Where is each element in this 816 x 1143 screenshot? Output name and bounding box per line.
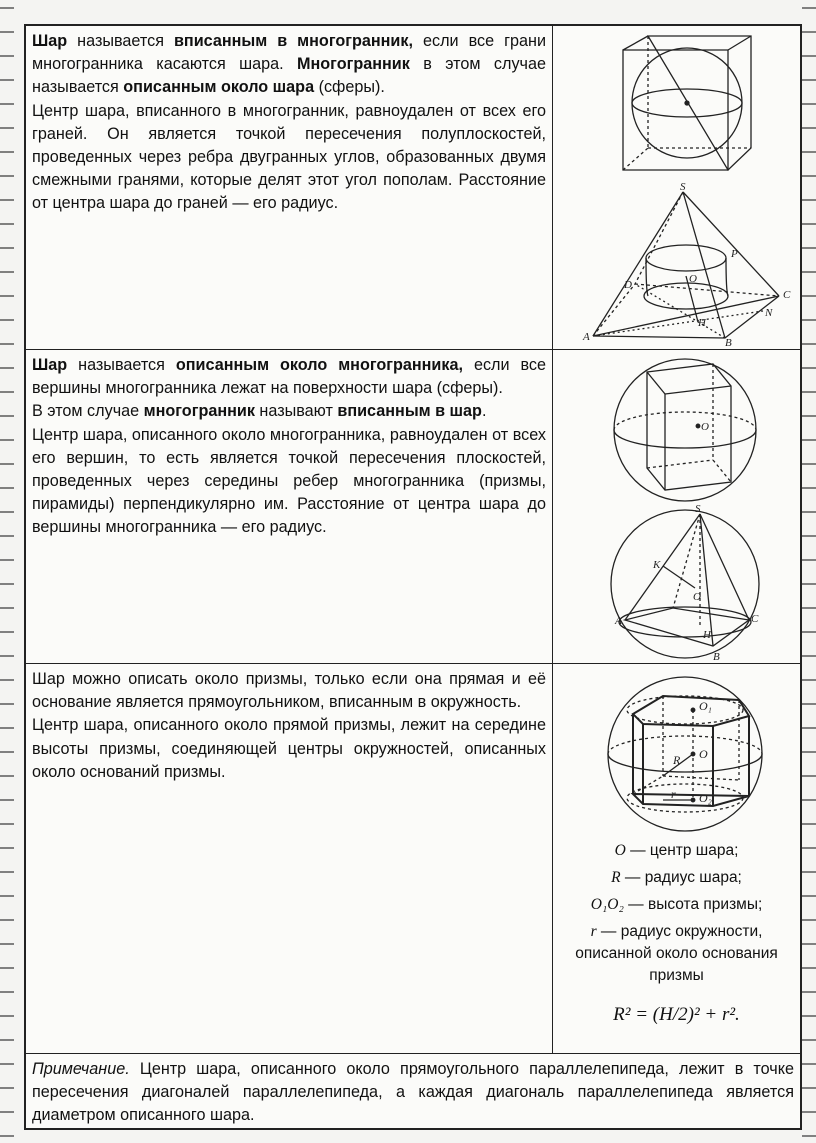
inscribed-definition: Шар называется вписанным в многогранник, если все грани многогранника касаются шара. Многогранник в этом случае называется описанным около шара (сферы). <box>32 32 547 97</box>
content-table <box>24 24 802 1130</box>
inscribed-sphere-row <box>26 26 800 350</box>
svg-text:O₁: O₁ <box>699 699 712 713</box>
svg-text:K: K <box>653 559 661 571</box>
svg-text:A: A <box>583 331 590 343</box>
svg-text:H: H <box>703 629 711 641</box>
sphere-with-prism-and-pyramid <box>553 350 800 664</box>
svg-text:C: C <box>751 613 759 625</box>
cube-with-inscribed-sphere-and-pyramid <box>553 26 800 350</box>
note-body: Центр шара, описанного около прямоугольного параллелепипеда, лежит в точке пересечения диагоналей параллелепипеда, а каждая диагональ параллелепипеда является диаметром описанного шара. <box>32 1060 794 1125</box>
svg-text:O: O <box>689 273 697 285</box>
svg-text:B: B <box>713 651 720 663</box>
circumscribed-sphere-1 <box>614 359 756 501</box>
inscribed-figures <box>553 26 800 349</box>
prism-center-text: Центр шара, описанного около прямой призмы, лежит на середине высоты призмы, соединяющей центры окружностей, описанных около оснований призмы. <box>32 716 546 781</box>
svg-text:N: N <box>765 307 773 319</box>
legend-r: R — радиус шара; <box>611 869 742 886</box>
svg-text:A: A <box>615 615 622 627</box>
sphere-with-right-prism <box>553 664 800 832</box>
circumscribed-sphere-text <box>26 350 553 663</box>
svg-text:C: C <box>783 289 791 301</box>
pyramid-edge <box>593 192 683 336</box>
circumscribed-sphere-2 <box>611 510 759 658</box>
prism-sphere-text <box>26 664 553 1053</box>
cube-back-edges <box>648 36 751 170</box>
note-row <box>26 1054 800 1128</box>
right-margin-ruler <box>802 0 816 1143</box>
svg-text:O: O <box>693 591 701 603</box>
svg-text:S: S <box>695 503 701 515</box>
legend-small-r: r — радиус окружности, описанной около основания призмы <box>575 923 778 984</box>
svg-text:H: H <box>698 317 706 329</box>
legend-o1o2: O₁O₂ — высота призмы; <box>590 896 763 913</box>
circumscribed-definition: Шар называется описанным около многогранника, если все вершины многогранника лежат на поверхности шара (сферы). <box>32 356 547 398</box>
circumscribed-figures <box>553 350 800 663</box>
svg-text:D: D <box>624 279 632 291</box>
prism-condition-text: Шар можно описать около призмы, только если она прямая и её основание является прямоугольником, вписанным в окружность. <box>32 670 546 712</box>
svg-text:R: R <box>673 753 681 767</box>
svg-text:O₂: O₂ <box>699 791 712 805</box>
left-margin-ruler <box>0 0 14 1143</box>
note-text <box>26 1054 800 1132</box>
legend-o: O — центр шара; <box>614 842 739 859</box>
svg-text:O: O <box>701 421 709 433</box>
svg-text:r: r <box>671 787 676 801</box>
svg-text:P: P <box>731 248 738 260</box>
note-label: Примечание. <box>32 1060 130 1078</box>
circumscribed-center-text: Центр шара, описанного около многогранника, равноудален от всех его вершин, то есть является точкой пересечения плоскостей, проведенных через середины ребер многогранника (призмы, пирамиды) перпендикулярно им. Расстояние от центра шара до вершины многогранника — его радиус. <box>32 425 546 537</box>
radius-formula: R² = (H/2)² + r². <box>613 1004 740 1025</box>
inscribed-sphere-text <box>26 26 553 349</box>
inscribed-polyhedron-definition: В этом случае многогранник называют вписанным в шар. <box>32 402 487 421</box>
circumscribed-sphere-row <box>26 350 800 664</box>
prism-sphere-row <box>26 664 800 1054</box>
svg-text:B: B <box>725 337 732 349</box>
inscribed-prism <box>647 364 731 490</box>
prism-sphere-figure <box>553 664 800 1053</box>
pyramid2-edge <box>625 514 700 620</box>
inscribed-center-text: Центр шара, вписанного в многогранник, равноудален от всех его граней. Он является точкой пересечения полуплоскостей, проведенных через ребра двугранных углов, образованных двумя смежными гранями, которые делят этот угол пополам. Расстояние от центра шара до граней — его радиус. <box>32 101 546 213</box>
svg-text:S: S <box>680 181 686 193</box>
svg-text:O: O <box>699 747 708 761</box>
